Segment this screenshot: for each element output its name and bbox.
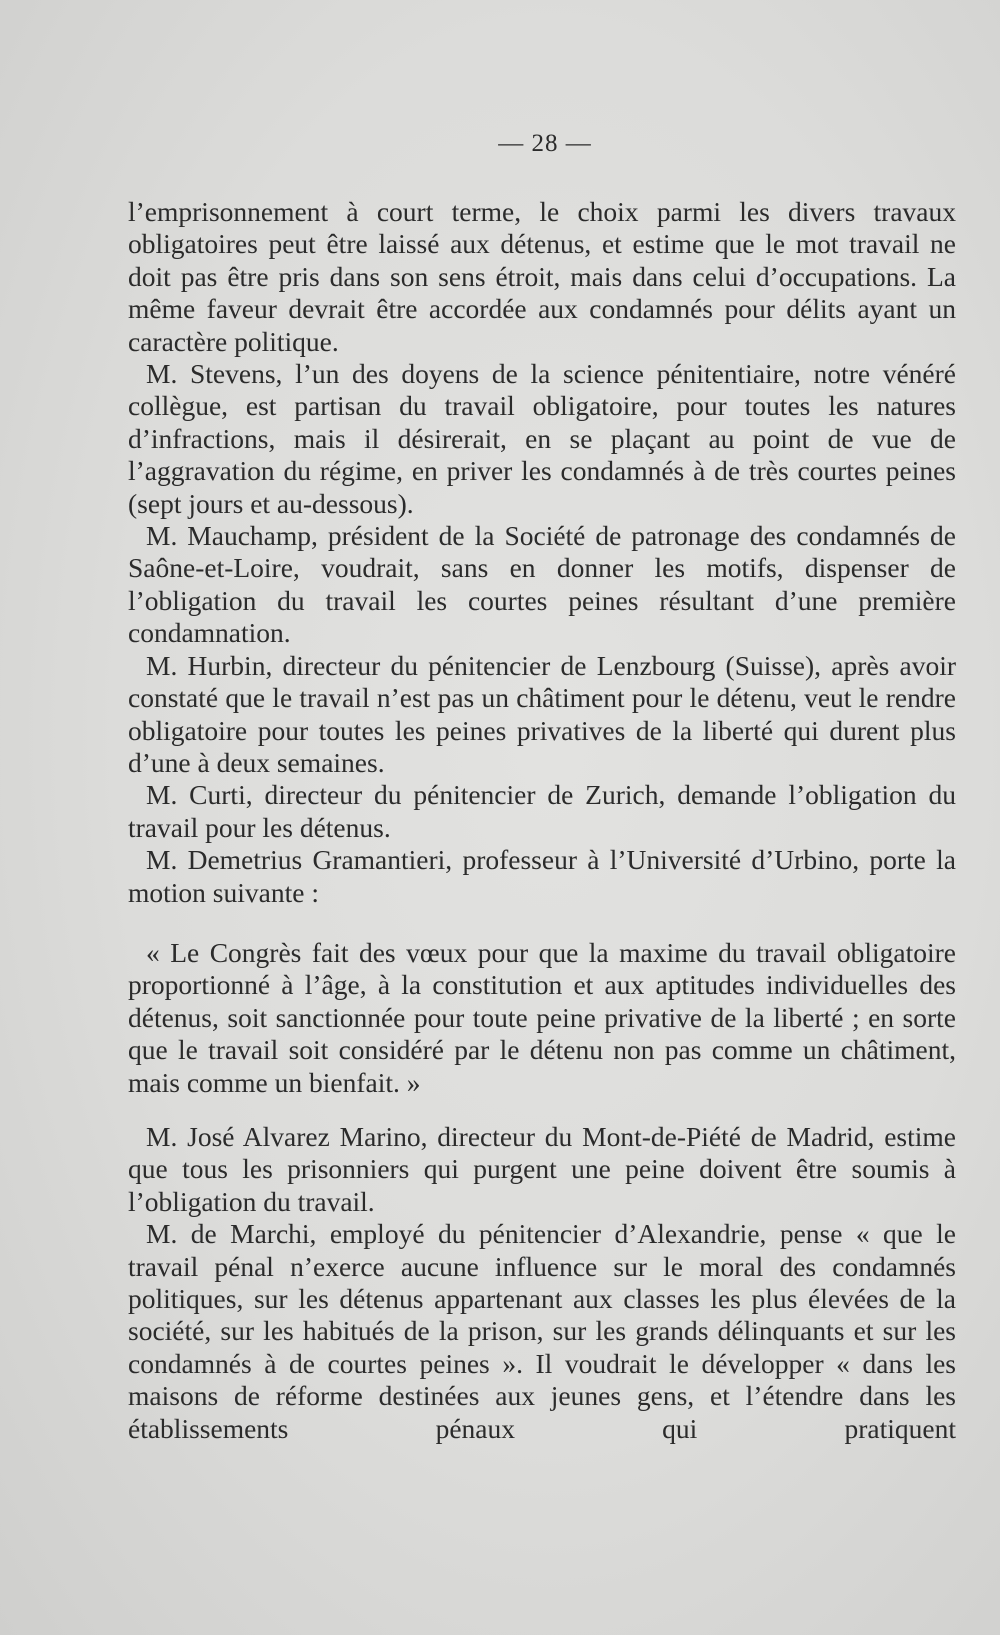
paragraph-hurbin: M. Hurbin, directeur du pénitencier de Lenzbourg (Suisse), après avoir constaté que le travail n’est pas un châtiment pour le détenu, veut le rendre obligatoire pour toutes les peines privatives de la liberté qui durent plus d’une à deux semaines. (128, 649, 956, 778)
paragraph-motion-quote: « Le Congrès fait des vœux pour que la maxime du travail obligatoire proportionné à l’âge, à la constitution et aux aptitudes individuelles des détenus, soit sanctionnée pour toute peine privative de la liberté ; en sorte que le travail soit considéré par le détenu non pas comme un châtiment, mais comme un bienfait. » (128, 936, 956, 1098)
page-number: — 28 — (498, 130, 592, 157)
body-text (128, 196, 956, 1445)
paragraph-de-marchi: M. de Marchi, employé du pénitencier d’Alexandrie, pense « que le travail pénal n’exerce aucune influence sur le moral des condamnés politiques, sur les détenus appartenant aux classes les plus élevées de la société, sur les habitués de la prison, sur les grands délinquants et sur les condamnés à de courtes peines ». Il voudrait le développer « dans les maisons de réforme destinées aux jeunes gens, et l’étendre dans les établissements pénaux qui pratiquent (128, 1218, 956, 1444)
paragraph-continuation: l’emprisonnement à court terme, le choix parmi les divers travaux obligatoires peut être laissé aux détenus, et estime que le mot travail ne doit pas être pris dans son sens étroit, mais dans celui d’occupations. La même faveur devrait être accordée aux condamnés pour délits ayant un caractère politique. (128, 196, 956, 357)
paragraph-curti: M. Curti, directeur du pénitencier de Zurich, demande l’obligation du travail pour les détenus. (128, 779, 956, 843)
paragraph-mauchamp: M. Mauchamp, président de la Société de patronage des condamnés de Saône-et-Loire, voudrait, sans en donner les motifs, dispenser de l’obligation du travail les courtes peines résultant d’une première condamnation. (128, 520, 956, 649)
paragraph-alvarez-marino: M. José Alvarez Marino, directeur du Mont-de-Piété de Madrid, estime que tous les prisonniers qui purgent une peine doivent être soumis à l’obligation du travail. (128, 1120, 956, 1217)
paragraph-gramantieri: M. Demetrius Gramantieri, professeur à l’Université d’Urbino, porte la motion suivante : (128, 844, 956, 908)
paragraph-stevens: M. Stevens, l’un des doyens de la science pénitentiaire, notre vénéré collègue, est partisan du travail obligatoire, pour toutes les natures d’infractions, mais il désirerait, en se plaçant au point de vue de l’aggravation du régime, en priver les condamnés à de très courtes peines (sept jours et au-dessous). (128, 358, 956, 519)
